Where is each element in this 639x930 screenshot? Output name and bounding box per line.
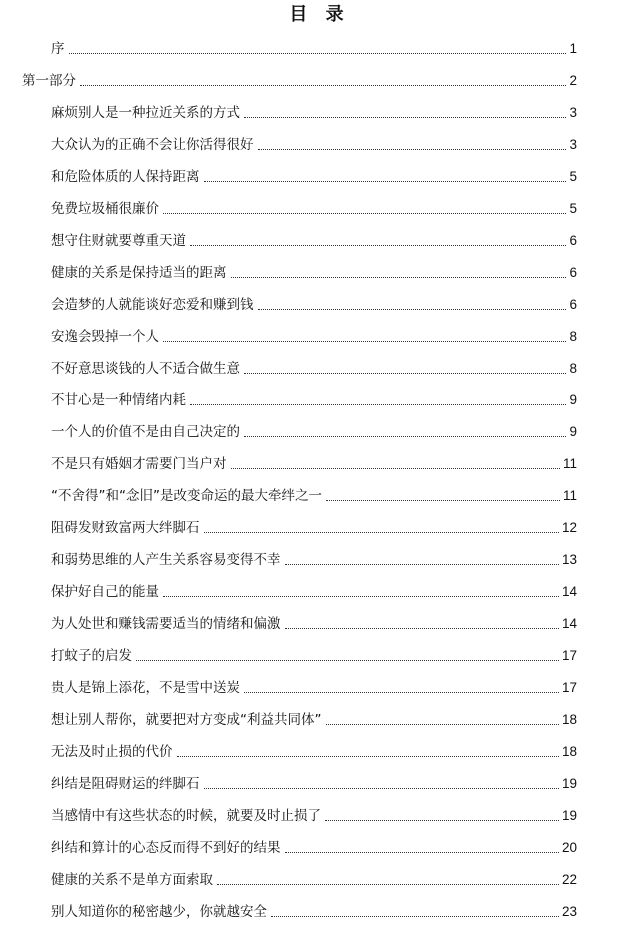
toc-entry[interactable] <box>51 643 577 665</box>
toc-dot-leader <box>326 724 559 725</box>
toc-page-number: 19 <box>561 807 577 823</box>
toc-entry-title: 打蚊子的启发 <box>51 648 132 665</box>
toc-dot-leader <box>285 628 559 629</box>
toc-dot-leader <box>231 277 567 278</box>
toc-entry[interactable] <box>51 739 577 761</box>
toc-page-number: 5 <box>569 200 577 216</box>
toc-entry-title: 为人处世和赚钱需要适当的情绪和偏激 <box>51 616 281 633</box>
toc-entry-title: 无法及时止损的代价 <box>51 743 173 760</box>
toc-dot-leader <box>258 309 567 310</box>
toc-dot-leader <box>163 213 566 214</box>
toc-entry-title: 一个人的价值不是由自己决定的 <box>51 424 240 441</box>
toc-entry[interactable] <box>51 324 577 346</box>
toc-dot-leader <box>204 181 567 182</box>
toc-page-number: 9 <box>569 424 577 440</box>
toc-dot-leader <box>285 852 559 853</box>
toc-page-number: 22 <box>561 871 577 887</box>
toc-entry-title: 会造梦的人就能谈好恋爱和赚到钱 <box>51 296 254 313</box>
toc-entry[interactable] <box>51 579 577 601</box>
toc-entry[interactable] <box>51 483 577 505</box>
toc-page-number: 19 <box>561 775 577 791</box>
toc-page-number: 23 <box>561 903 577 919</box>
toc-page-number: 11 <box>562 488 577 504</box>
toc-entry[interactable] <box>51 675 577 697</box>
toc-entry-title: 纠结和算计的心态反而得不到好的结果 <box>51 839 281 856</box>
toc-page-number: 2 <box>569 72 577 88</box>
toc-page-number: 8 <box>569 328 577 344</box>
toc-entry-title: 想守住财就要尊重天道 <box>51 232 186 249</box>
toc-entry[interactable] <box>51 451 577 473</box>
toc-entry[interactable] <box>51 611 577 633</box>
toc-entry-title: 麻烦别人是一种拉近关系的方式 <box>51 104 240 121</box>
toc-entry-title: 免费垃圾桶很廉价 <box>51 200 159 217</box>
toc-entry-title: 不甘心是一种情绪内耗 <box>51 392 186 409</box>
toc-dot-leader <box>244 436 566 437</box>
toc-entry-title: 健康的关系是保持适当的距离 <box>51 264 227 281</box>
toc-dot-leader <box>271 916 559 917</box>
toc-entry[interactable] <box>51 835 577 857</box>
toc-page-number: 5 <box>569 168 577 184</box>
toc-page-number: 6 <box>569 232 577 248</box>
toc-entry[interactable] <box>51 707 577 729</box>
toc-entry[interactable] <box>51 771 577 793</box>
toc-dot-leader <box>326 500 560 501</box>
toc-page-number: 6 <box>569 264 577 280</box>
toc-entry-title: 不好意思谈钱的人不适合做生意 <box>51 360 240 377</box>
toc-page-number: 14 <box>561 616 577 632</box>
toc-dot-leader <box>244 373 566 374</box>
toc-page-number: 17 <box>561 680 577 695</box>
toc-entry-title: 第一部分 <box>22 72 76 89</box>
toc-entry[interactable] <box>51 803 577 825</box>
toc-entry-title: 序 <box>51 41 65 57</box>
toc-entry-title: 阻碍发财致富两大绊脚石 <box>51 520 200 537</box>
toc-dot-leader <box>69 53 567 54</box>
toc-dot-leader <box>177 756 559 757</box>
toc-dot-leader <box>231 468 560 469</box>
toc-entry-title: 贵人是锦上添花，不是雪中送炭 <box>51 680 240 696</box>
toc-page-number: 6 <box>569 296 577 312</box>
toc-dot-leader <box>285 564 559 565</box>
toc-dot-leader <box>136 660 559 661</box>
toc-entry[interactable] <box>51 356 577 378</box>
toc-entry[interactable] <box>51 228 577 250</box>
toc-entry-title: 保护好自己的能量 <box>51 584 159 601</box>
toc-page-number: 13 <box>561 552 577 568</box>
toc-entry-title: 别人知道你的秘密越少，你就越安全 <box>51 903 267 920</box>
toc-entry-title: 当感情中有这些状态的时候，就要及时止损了 <box>51 807 321 824</box>
toc-page-number: 20 <box>561 839 577 855</box>
toc-entry[interactable] <box>51 867 577 889</box>
toc-entry-title: 和弱势思维的人产生关系容易变得不幸 <box>51 552 281 569</box>
toc-entry[interactable] <box>51 260 577 282</box>
toc-dot-leader <box>204 788 559 789</box>
toc-entry-title: 大众认为的正确不会让你活得很好 <box>51 136 254 153</box>
toc-entry-title: 不是只有婚姻才需要门当户对 <box>51 456 227 473</box>
toc-entry[interactable] <box>51 547 577 569</box>
toc-entry[interactable] <box>51 164 577 186</box>
toc-page-number: 1 <box>569 41 577 56</box>
toc-page-number: 17 <box>561 648 577 664</box>
toc-page-number: 3 <box>569 104 577 120</box>
toc-entry[interactable] <box>51 292 577 314</box>
toc-entry[interactable] <box>51 196 577 218</box>
toc-page-number: 14 <box>561 584 577 600</box>
toc-entry-title: “不舍得”和“念旧”是改变命运的最大牵绊之一 <box>51 488 322 505</box>
toc-page-number: 18 <box>561 711 577 727</box>
toc-entry[interactable] <box>51 132 577 154</box>
toc-page-number: 8 <box>569 360 577 376</box>
toc-entry[interactable] <box>51 387 577 409</box>
toc-part-entry[interactable] <box>22 68 577 90</box>
toc-page-number: 11 <box>562 456 577 472</box>
page-title: 目 录 <box>289 4 350 25</box>
toc-dot-leader <box>325 820 559 821</box>
toc-dot-leader <box>163 596 559 597</box>
toc-dot-leader <box>258 149 567 150</box>
toc-dot-leader <box>244 692 559 693</box>
toc-dot-leader <box>244 117 566 118</box>
toc-entry-title: 安逸会毁掉一个人 <box>51 328 159 345</box>
toc-page-number: 3 <box>569 136 577 152</box>
toc-dot-leader <box>190 245 566 246</box>
toc-page-number: 18 <box>561 743 577 759</box>
toc-entry-title: 纠结是阻碍财运的绊脚石 <box>51 775 200 792</box>
toc-entry[interactable] <box>51 515 577 537</box>
toc-entry-title: 健康的关系不是单方面索取 <box>51 871 213 888</box>
toc-entry[interactable] <box>51 899 577 921</box>
toc-dot-leader <box>163 341 566 342</box>
toc-entry[interactable] <box>51 100 577 122</box>
toc-entry-title: 和危险体质的人保持距离 <box>51 168 200 185</box>
toc-entry-title: 想让别人帮你，就要把对方变成“利益共同体” <box>51 711 322 728</box>
toc-page-number: 12 <box>561 520 577 536</box>
toc-dot-leader <box>217 884 559 885</box>
toc-dot-leader <box>204 532 559 533</box>
toc-dot-leader <box>80 85 566 86</box>
toc-entry[interactable] <box>51 419 577 441</box>
toc-dot-leader <box>190 404 566 405</box>
toc-page-number: 9 <box>569 392 577 408</box>
toc-entry[interactable] <box>51 36 577 58</box>
